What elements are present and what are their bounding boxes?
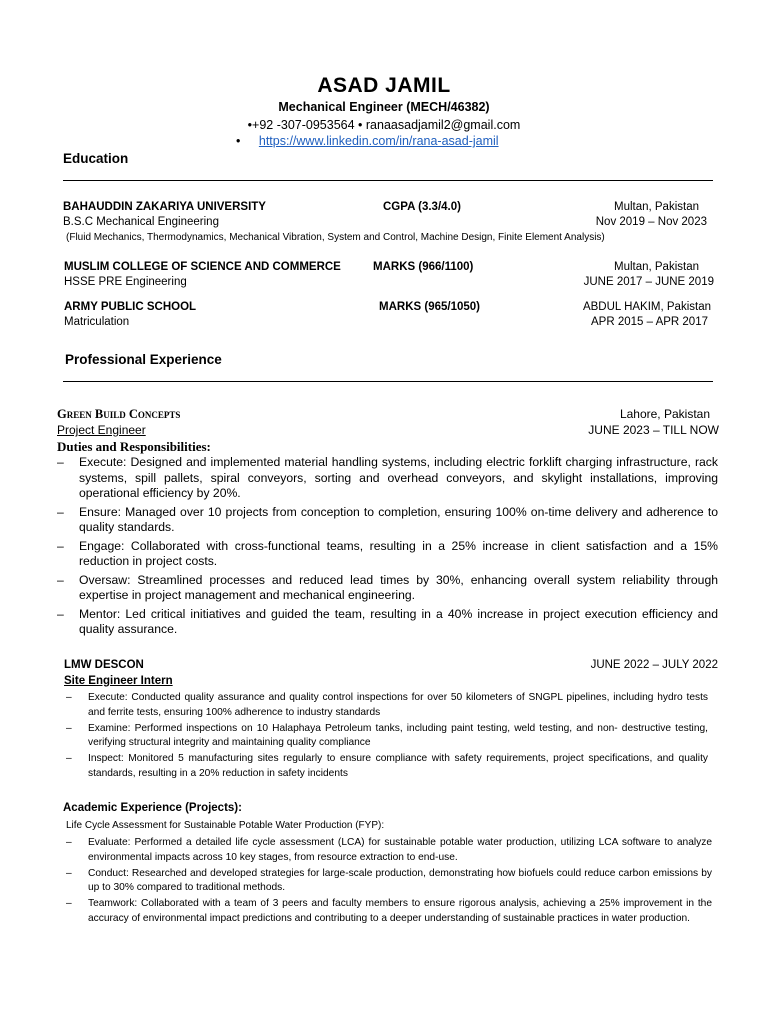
section-divider <box>63 381 713 382</box>
contact-line: •+92 -307-0953564 • ranaasadjamil2@gmail.com <box>247 118 521 132</box>
list-item <box>57 504 718 536</box>
job-location: Lahore, Pakistan <box>619 407 710 421</box>
linkedin-line <box>236 134 499 148</box>
job-role: Site Engineer Intern <box>64 675 173 687</box>
list-item-text: Execute: Conducted quality assurance and quality control inspections for over 50 kilometers of SNGPL pipelines, including hydro tests and ferrite tests, ensuring 100% adherence to industry standards <box>88 692 708 718</box>
list-item <box>66 897 712 926</box>
intern-duties-list <box>66 691 708 783</box>
job-title: Mechanical Engineer <box>278 100 403 114</box>
edu-location: Multan, Pakistan <box>613 261 699 273</box>
dash-bullet: – <box>57 504 64 519</box>
project-list <box>66 836 712 928</box>
project-title: Life Cycle Assessment for Sustainable Potable Water Production (FYP): <box>66 820 385 831</box>
edu-institution: BAHAUDDIN ZAKARIYA UNIVERSITY <box>63 201 266 213</box>
duties-heading: Duties and Responsibilities: <box>57 439 211 454</box>
dash-bullet: – <box>66 837 72 848</box>
job-title-line <box>0 100 768 114</box>
edu-degree: B.S.C Mechanical Engineering <box>63 216 219 228</box>
job-role: Project Engineer <box>57 423 146 437</box>
edu-institution: MUSLIM COLLEGE OF SCIENCE AND COMMERCE <box>64 261 341 273</box>
dash-bullet: – <box>57 572 64 587</box>
list-item <box>57 538 718 570</box>
edu-dates: APR 2015 – APR 2017 <box>591 316 708 328</box>
edu-institution: ARMY PUBLIC SCHOOL <box>64 301 197 313</box>
section-divider <box>63 180 713 181</box>
list-item-text: Engage: Collaborated with cross-functional teams, resulting in a 25% increase in client satisfaction and a 15% reduction in project costs. <box>79 538 718 568</box>
list-item <box>66 752 708 781</box>
edu-degree: Matriculation <box>64 316 130 328</box>
resume-name: ASAD JAMIL <box>317 74 451 97</box>
edu-score: MARKS (965/1050) <box>379 301 480 313</box>
dash-bullet: – <box>66 692 72 703</box>
list-item-text: Teamwork: Collaborated with a team of 3 peers and faculty members to ensure rigorous analysis, achieving a 25% improvement in the accuracy of environmental impact predictions and contributing to a deeper understanding of sustainable practices in water production. <box>88 898 712 924</box>
list-item-text: Execute: Designed and implemented material handling systems, including electric forklift charging infrastructure, rack systems, spill pallets, spiral conveyors, sorting and overhead conveyors, and skylight installations, improving operational efficiency by 20%. <box>79 455 718 500</box>
duties-list <box>57 455 718 641</box>
company-name: LMW DESCON <box>64 659 144 671</box>
list-item <box>66 867 712 896</box>
list-item <box>66 836 712 865</box>
job-title-code: (MECH/46382) <box>406 100 490 114</box>
list-item-text: Evaluate: Performed a detailed life cycle assessment (LCA) for sustainable potable water production, utilizing LCA software to analyze environmental impacts across 10 key stages, from resource extraction to end-use. <box>88 837 712 863</box>
list-item <box>66 722 708 751</box>
edu-courses: (Fluid Mechanics, Thermodynamics, Mechanical Vibration, System and Control, Machine Design, Finite Element Analysis) <box>66 232 605 243</box>
list-item <box>57 572 718 604</box>
dash-bullet: – <box>57 538 64 553</box>
list-item <box>57 606 718 638</box>
job-dates: JUNE 2023 – TILL NOW <box>588 423 719 437</box>
edu-score: CGPA (3.3/4.0) <box>383 201 461 213</box>
dash-bullet: – <box>66 722 72 734</box>
list-item <box>66 691 708 720</box>
list-item-text: Examine: Performed inspections on 10 Halaphaya Petroleum tanks, including paint testing, weld testing, and non- destructive testing, verifying structural integrity and maintaining quality compliance <box>88 722 708 748</box>
edu-dates: JUNE 2017 – JUNE 2019 <box>583 276 714 288</box>
edu-location: ABDUL HAKIM, Pakistan <box>582 301 711 313</box>
dash-bullet: – <box>57 455 64 469</box>
experience-heading: Professional Experience <box>65 352 222 367</box>
edu-score: MARKS (966/1100) <box>373 261 474 273</box>
edu-degree: HSSE PRE Engineering <box>64 276 187 288</box>
list-item-text: Oversaw: Streamlined processes and reduced lead times by 30%, enhancing overall system reliability through expertise in project management and mechanical engineering. <box>79 572 718 602</box>
dash-bullet: – <box>57 606 64 621</box>
list-item-text: Ensure: Managed over 10 projects from conception to completion, ensuring 100% on-time delivery and adherence to quality standards. <box>79 504 718 534</box>
dash-bullet: – <box>66 867 72 879</box>
linkedin-link[interactable]: https://www.linkedin.com/in/rana-asad-jamil <box>258 134 499 148</box>
company-name: Green Build Concepts <box>57 407 181 421</box>
edu-dates: Nov 2019 – Nov 2023 <box>595 216 707 228</box>
list-item <box>57 455 718 502</box>
academic-heading: Academic Experience (Projects): <box>63 802 242 814</box>
list-item-text: Conduct: Researched and developed strategies for large-scale production, demonstrating how biofuels could reduce carbon emissions by up to 30% compared to traditional methods. <box>88 867 712 893</box>
education-heading: Education <box>63 151 129 166</box>
job-dates: JUNE 2022 – JULY 2022 <box>590 659 718 671</box>
list-item-text: Mentor: Led critical initiatives and guided the team, resulting in a 40% increase in project execution efficiency and quality assurance. <box>79 606 718 636</box>
edu-location: Multan, Pakistan <box>613 201 699 213</box>
list-item-text: Inspect: Monitored 5 manufacturing sites regularly to ensure compliance with safety requirements, project specifications, and quality standards, resulting in a 20% reduction in safety incidents <box>88 753 708 779</box>
dash-bullet: – <box>66 753 72 764</box>
dash-bullet: – <box>66 898 72 909</box>
bullet-icon: • <box>236 134 241 148</box>
